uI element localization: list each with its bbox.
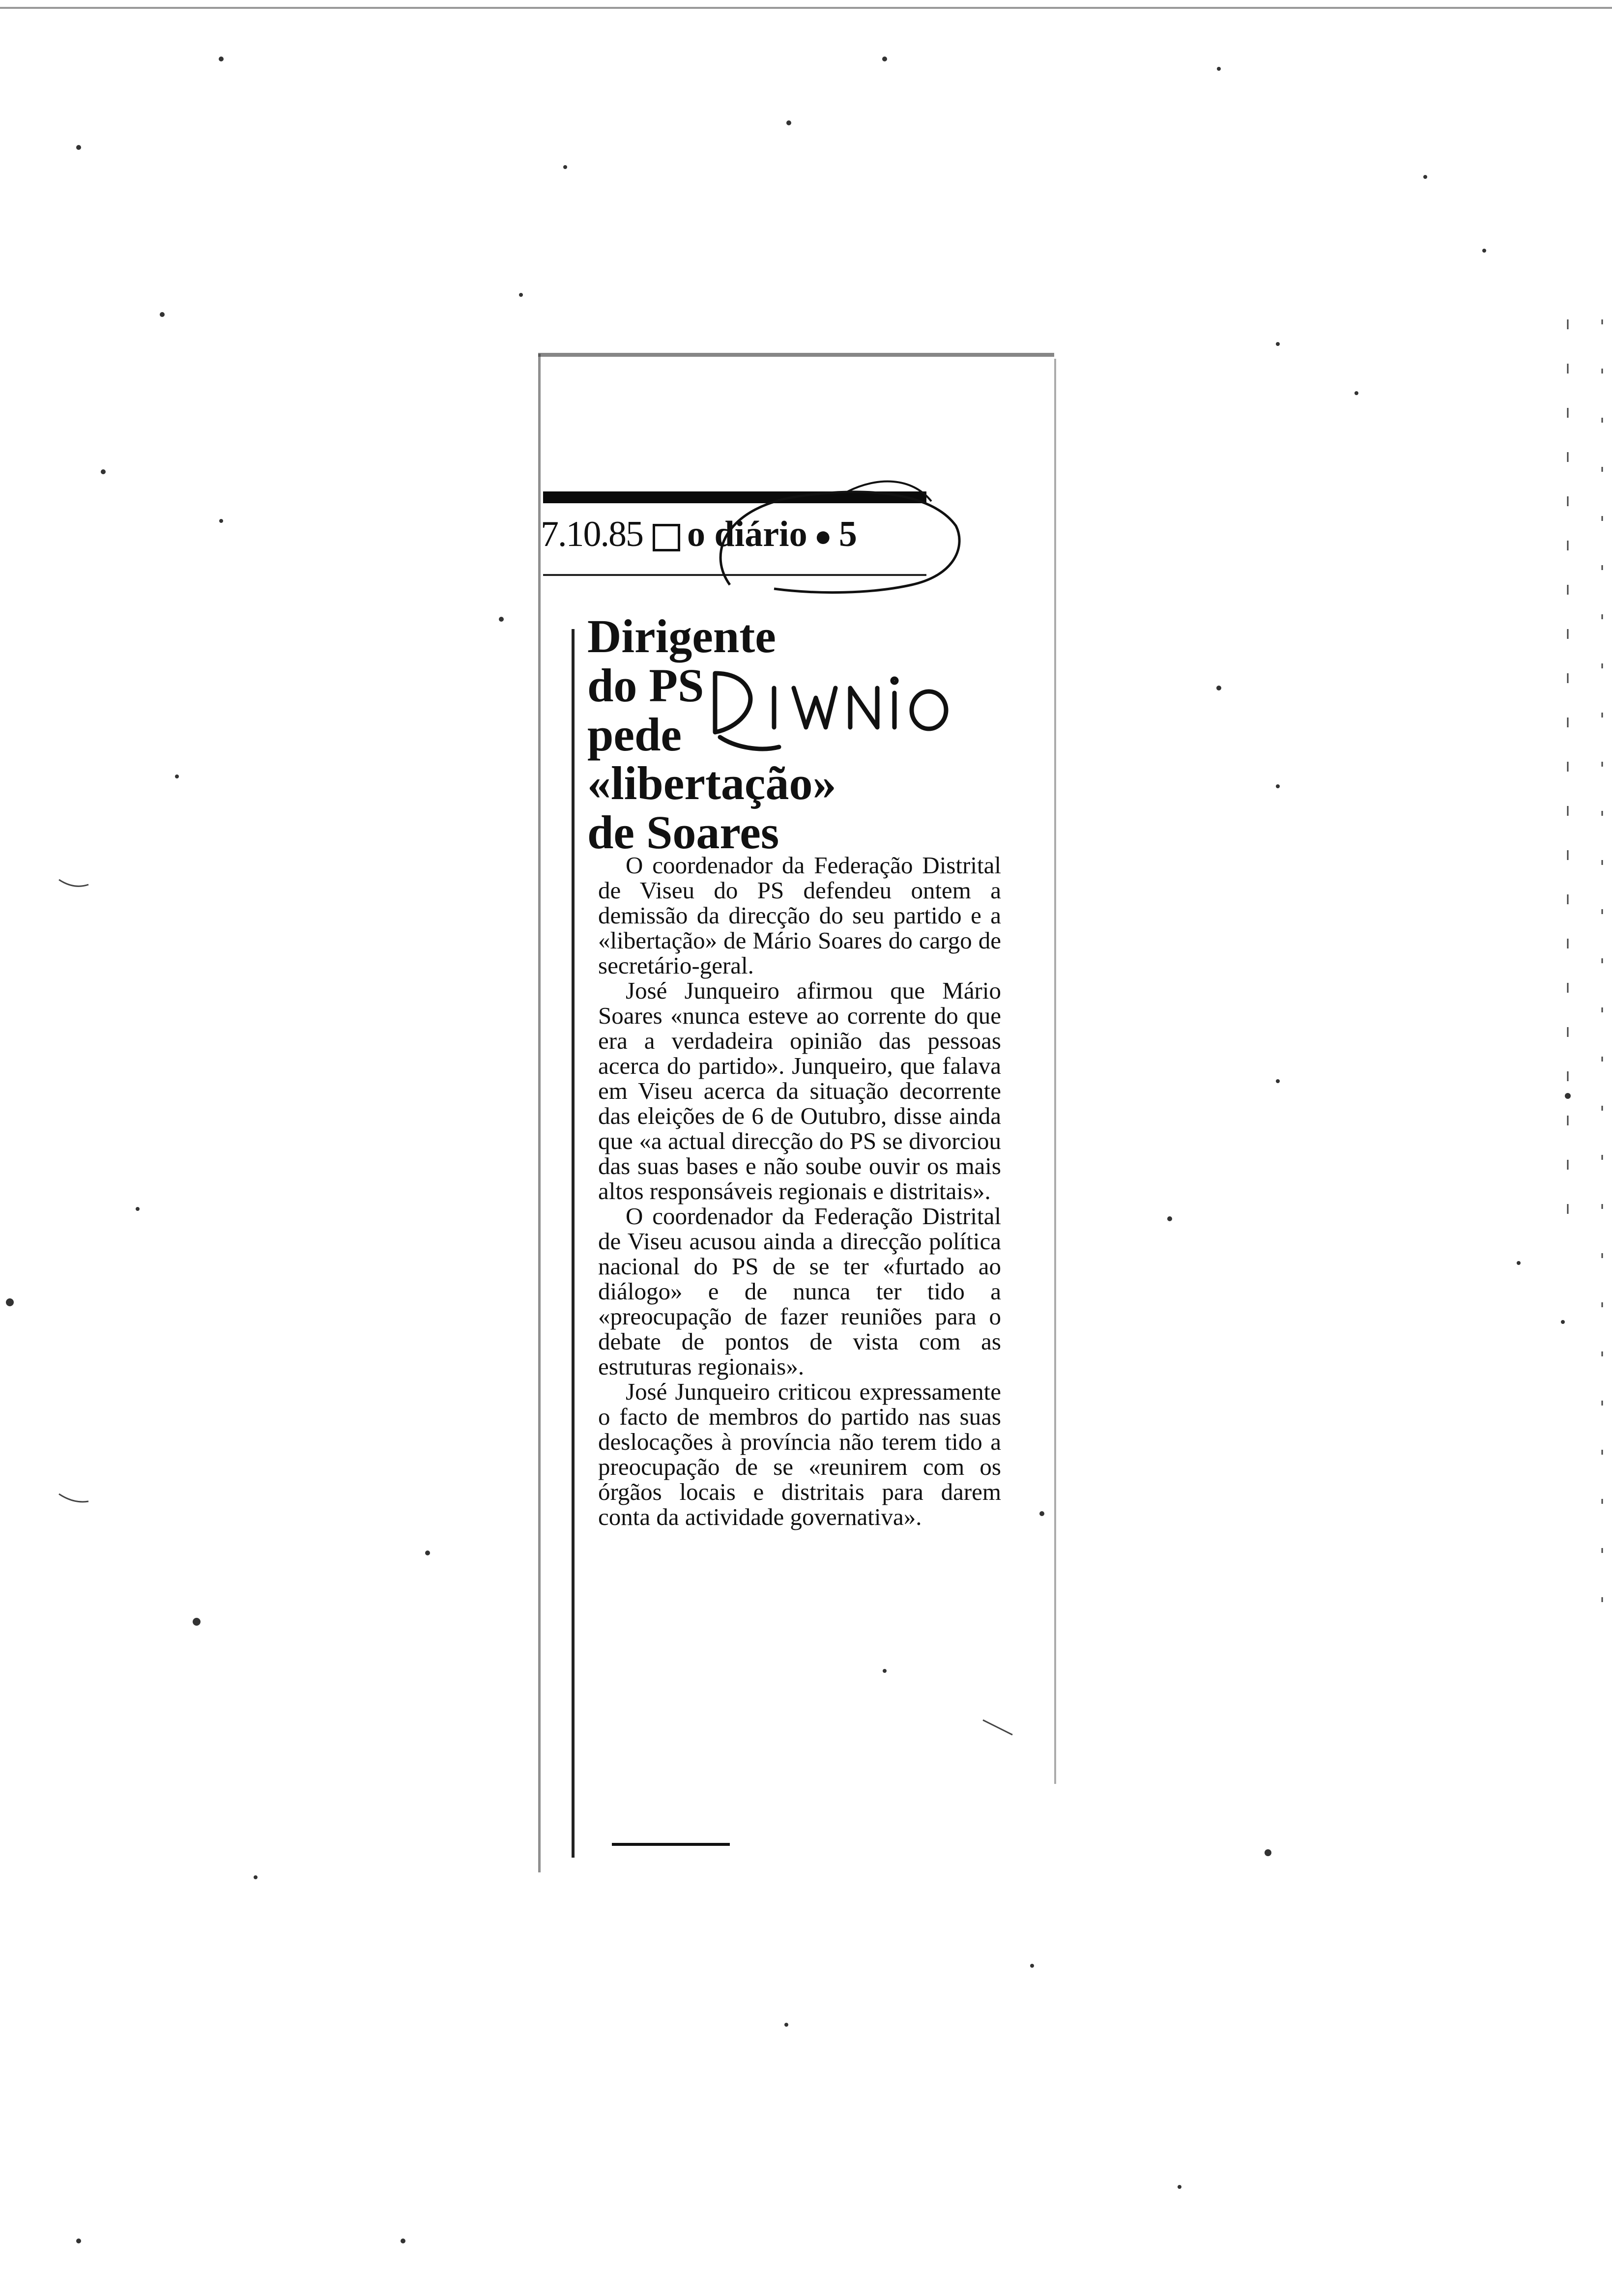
folio-date: 7.10.85 <box>541 514 643 554</box>
article-paragraph: José Junqueiro criticou expressamente o facto de membros do partido nas suas deslocações à província não terem tido a preocupação de se «reunirem com os órgãos locais e distritais para darem conta da actividade governativa». <box>598 1378 1001 1530</box>
article-paragraph: José Junqueiro afirmou que Mário Soares «nunca esteve ao corrente do que era a verdadeira opinião das pessoas acerca do partido». Junqueiro, que falava em Viseu acerca da situação decorrente das eleições de 6 de Outubro, disse ainda que «a actual direcção do PS se divorciou das suas bases e não soube ouvir os mais altos responsáveis regionais e distritais». <box>598 977 1001 1205</box>
article-end-rule <box>612 1843 730 1846</box>
folio-publication: o diário <box>687 514 807 554</box>
headline-line: pede <box>587 708 682 761</box>
newspaper-clipping <box>538 344 1054 1872</box>
folio-page-number: 5 <box>838 514 857 554</box>
article-paragraph: O coordenador da Federação Distrital de Viseu do PS defendeu ontem a demissão da direcção do seu partido e a «libertação» de Mário Soares do cargo de secretário-geral. <box>598 852 1001 979</box>
clipping-right-edge <box>1054 359 1056 1784</box>
clipping-top-edge <box>538 353 1054 357</box>
headline-line: Dirigente <box>587 610 776 662</box>
headline-line: «libertação» <box>587 757 836 810</box>
headline-line: do PS <box>587 659 704 712</box>
article-body <box>598 853 1001 1529</box>
folio-square-icon <box>653 524 680 551</box>
column-left-rule <box>572 629 575 1858</box>
handwritten-circle-mark <box>700 462 976 609</box>
article-paragraph: O coordenador da Federação Distrital de Viseu acusou ainda a direcção política nacional do PS de se ter «furtado ao diálogo» e de nunca ter tido a «preocupação de fazer reuniões para o debate de pontos de vista com as estruturas regionais». <box>598 1203 1001 1380</box>
folio-bullet-icon: ● <box>814 520 832 552</box>
clipping-left-edge <box>538 354 541 1872</box>
headline-line: de Soares <box>587 806 779 859</box>
handwritten-annotation <box>700 654 966 757</box>
